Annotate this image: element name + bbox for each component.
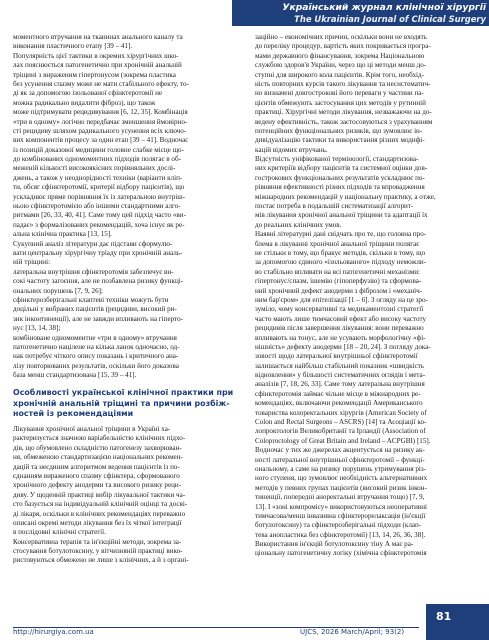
text-line: Colon and Rectal Surgeons – ASCRS) [14] та Асоціації ко- (255, 418, 427, 427)
text-line: тріщині з вираженим гіпертонусом (зокрема пластика (13, 70, 176, 79)
text-line: тимчасова/менш інвазивна сфінктерорелаксація (ін'єкції (255, 511, 426, 520)
text-line: 13]. І «зоні компромісу» використовуються неоперативні (255, 502, 427, 511)
text-line: вати центральну хірургічну тріаду при хронічній аналь- (13, 248, 183, 257)
text-line: ботулотоксину) та сфінктерозберігальні підходи (клап- (255, 521, 422, 530)
text-line: ний хронічний дефект анодерми з фіброзом і «механіч- (255, 286, 423, 295)
text-line: Відсутність уніфікованої термінології, стандартизова- (255, 155, 419, 164)
text-line: база менш стандартизована [15, 39 – 41]. (13, 371, 137, 380)
text-line: лізу повторюваних результатів, оскільки його доказова (13, 361, 179, 370)
text-line: лопроктологів Великобританії та Ірландії (Association of (255, 427, 426, 436)
text-line: дивідуалізацію тактики та використання різних модифі- (255, 136, 425, 145)
text-line: мами державного фінансування, зокрема Національною (255, 51, 425, 60)
section-heading-line: ностей із рекомендаціями (13, 409, 134, 418)
text-line: вих компонентів процесу за один етап [39 – 41]. Водночас (13, 136, 189, 145)
text-line: альна клінічна практика [13, 15]. (13, 230, 112, 239)
text-line: гострокових функціональних результатів ускладнює по- (255, 173, 425, 182)
footer-url-link[interactable]: http://hirurgiya.com.ua (13, 628, 94, 636)
journal-title-en: The Ukrainian Journal of Clinical Surgery (294, 14, 486, 24)
text-line: із позицій доказової медицини головне слабке місце що- (13, 145, 184, 154)
text-line: рецидивів після завершення лікування: вони переважно (255, 324, 424, 333)
text-line: ного ступеня, що зумовлює необхідність альтернативних (255, 474, 428, 483)
text-line: стосування ботулотоксину, у вітчизняній практиці вико- (13, 547, 183, 556)
text-line: Популярність цієї тактики в окремих хірургічних шко- (13, 51, 179, 60)
text-line: аналізів [7, 18, 26, 33]. Саме тому латеральна внутрішня (255, 380, 425, 389)
section-heading-line: Особливості української клінічної практики при (13, 388, 234, 397)
footer-citation: UJCS, 2026 March/April; 93(2) (300, 628, 405, 636)
text-line: описані окремі методи лікування без їх чіткої інтеграції (13, 518, 182, 527)
text-line: виконання пластичного етапу [39 – 41]. (13, 42, 133, 51)
text-line: без усунення спазму може не мати стабільного ефекту, то- (13, 79, 189, 88)
text-line: впливають на тонус, але не усувають морфологічну «фі- (255, 333, 426, 342)
text-line: заційно – економічних причин, оскільки вони не входять (255, 33, 427, 41)
text-line: зовості щодо латеральної внутрішньої сфінктеротомії (255, 352, 418, 361)
text-line: мів лікування хронічної анальної тріщини та адаптації їх (255, 211, 428, 220)
text-line: постає потреба в подальшій систематизації алгорит- (255, 202, 414, 211)
text-line: кацій відомих втручань. (255, 145, 328, 154)
text-line: нак потребує чіткого опису показань і критичного ана- (13, 352, 179, 361)
text-line: Сукупний аналіз літератури дає підстави сформулю- (13, 239, 173, 248)
text-line: Використання ін'єкцій ботулотоксину тіну А має ра- (255, 540, 414, 549)
text-line: ональних порушень [7, 9, 26]; (13, 286, 103, 295)
text-line: зик інконтиненції), але не завжди впливають на гіперто- (13, 314, 183, 323)
text-line: в послідовні клінічні стратегії. (13, 528, 106, 537)
text-line: патогенетично націлене на кілька ланок одночасно, од- (13, 342, 180, 351)
text-line: ускладнює пряме порівняння їх із латеральною внутріш- (13, 192, 186, 201)
text-line: сфінктеротомія займає чільне місце в міжнародних ре- (255, 389, 421, 398)
text-line: комбіноване одномоментне «три в одному» втручання (13, 333, 177, 342)
text-line: службою здоров'я України, через що ці методи менш до- (255, 61, 427, 70)
text-line: ня, обмеженою стандартизацією національних рекомен- (13, 453, 183, 462)
text-line: но визначені довгострокові його переваги у частини па- (255, 89, 424, 98)
text-line: цієнтів обмежують застосування цих методів у рутинній (255, 98, 426, 107)
text-line: методів у певних групах пацієнтів (високий ризик інкон- (255, 483, 427, 492)
text-line: лах пояснюється патогенетично при хронічній анальній (13, 61, 182, 70)
text-line: ді як за допомогою ізольованої сфінктеротомії не (13, 89, 163, 98)
text-line: ньою сфінктеротомією або іншими стандартними алго- (13, 202, 181, 211)
text-line: сфінктерозберігальні клаптеві техніки можуть бути (13, 295, 169, 304)
text-line: Coloproctology of Great Britain and Ireland – ACPGBI) [15]. (255, 436, 431, 445)
text-line: дів, що обумовлено складністю патогенезу захворюван- (13, 443, 182, 452)
text-line: товариства колоректальних хірургів (American Society of (255, 408, 427, 417)
text-line: сокі частоту загоєння, але не позбавлена ризику функці- (13, 277, 184, 286)
text-line: доцільні у вибраних пацієнтів (рецидиви, високий ри- (13, 305, 177, 314)
text-line: меженій кількості високоякісних порівняльних дослі- (13, 164, 176, 173)
text-line: ціональну патогенетичну логіку (хімічна сфінктеротомія (255, 549, 427, 558)
text-line: Наявні літературні дані свідчать про те, що головна про- (255, 230, 427, 239)
text-line: залишається найбільш стабільний показник «швидкість (255, 361, 424, 370)
text-line: часто мають лише тимчасовий ефект або високу частоту (255, 314, 426, 323)
text-line: «три в одному» логічно передбачає зменшення ймовірно- (13, 117, 188, 126)
text-line: відновлення» у більшості систематичних оглядів і мета- (255, 371, 426, 380)
text-line: можна радикально видалити фіброз), що також (13, 98, 156, 107)
text-line: за допомогою єдиного «ізольованого» підходу неможли- (255, 258, 427, 267)
text-line: може підтримувати рецидивування [6, 12, 35]. Комбінація (13, 108, 188, 117)
section-heading-line: хронічній анальній тріщині та причини розбіж- (13, 398, 230, 408)
text-line: хронічного дефекту анодерми та високого ризику реци- (13, 481, 182, 490)
text-line: не стільки в тому, що бракує методів, скільки в тому, що (255, 248, 426, 257)
text-line: комендаціях, включаючи рекомендації Американського (255, 399, 423, 408)
text-line: до реальних клінічних умов. (255, 220, 342, 229)
text-line: зуміло, чому консервативні та медикаментозні стратегії (255, 305, 424, 314)
left-column-bottom (13, 425, 223, 566)
text-line: нус [13, 14, 38]; (13, 324, 61, 333)
text-line: диву. У щоденній практиці вибір лікувальної тактики ча- (13, 490, 186, 499)
text-line: сті рецидиву шляхом радикального усунення всіх ключо- (13, 126, 187, 135)
text-line: дацій та неєдиним алгоритмом ведення пацієнтів із по- (13, 462, 180, 471)
text-line: нішність» дефекту анодерми [18 – 20, 24]. З погляду дока- (255, 342, 431, 351)
left-column-top (13, 33, 223, 380)
text-line: них критеріїв відбору пацієнтів та системної оцінки дов- (255, 164, 428, 173)
text-line: до переліку процедур, вартість яких покривається програ- (255, 42, 431, 51)
text-line: падає» з формалізованих рекомендацій, хоча існує як ре- (13, 220, 185, 229)
text-line: до комбінованих одномоментних підходів полягає в об- (13, 155, 181, 164)
text-line: моментного втручання на тканинах анального каналу та (13, 33, 183, 41)
text-line: ритмами [26, 33, 40, 41]. Саме тому цей підхід часто «ви- (13, 211, 186, 220)
text-line: ристовуються обмежено не лише з клінічних, а й з органі- (13, 556, 189, 565)
text-line: Лікування хронічної анальної тріщини в Україні ха- (13, 425, 171, 433)
journal-title-ua: Український журнал клінічної хірургії (282, 2, 486, 13)
page-number: 81 (436, 610, 452, 623)
text-line: єднанням вираженого спазму сфінктера, сформованого (13, 471, 180, 480)
text-line: сто базується на індивідуальній клінічній оцінці та досві- (13, 500, 188, 509)
text-line: Водночас у тих же джерелах акцентується на ризику ак- (255, 446, 425, 455)
text-line: Консервативна терапія та ін'єкційні методи, зокрема за- (13, 537, 182, 546)
right-column (255, 33, 465, 559)
text-line: ти, обсяг сфінктеротомії, критерії відбору пацієнтів), що (13, 183, 185, 192)
text-line: потенційних функціональних ризиків, що зумовлює ін- (255, 126, 423, 135)
text-line: ведену ефективність, також застосовуються з урахуванням (255, 117, 433, 126)
text-line: блема в лікуванні хронічної анальної тріщини полягає (255, 239, 420, 248)
text-line: ності латеральної внутрішньої сфінктеротомії – функці- (255, 455, 425, 464)
text-line: ступні для широкого кола пацієнтів. Крім того, необхід- (255, 70, 424, 79)
text-line: тева анопластика без сфінктеротомії) [13, 14, 26, 36, 38]. (255, 530, 426, 539)
text-line: во стабільно впливати на всі патогенетичні механізми: (255, 267, 420, 276)
text-line: ді лікаря, оскільки в клінічних рекомендаціях переважно (13, 509, 186, 518)
text-line: міжнародних рекомендацій у національну практику, а отже, (255, 192, 436, 201)
text-line: гіпертонус/спазм, ішемію (гіпоперфузію) та сформова- (255, 277, 422, 286)
text-line: ність повторних курсів такого лікування та несистематич- (255, 79, 431, 88)
text-line: рактеризується значною варіабельністю клінічних підхо- (13, 434, 186, 443)
section-heading (13, 388, 234, 420)
text-line: рівняння ефективності різних підходів та впровадження (255, 183, 425, 192)
text-line: тиненції, попередні аноректальні втручання тощо) [7, 9, (255, 493, 425, 502)
text-line: практиці. Хірургічні методи лікування, незважаючи на до- (255, 108, 432, 117)
text-line: латеральна внутрішня сфінктеротомія забезпечує ви- (13, 267, 174, 276)
text-line: ній тріщині: (13, 258, 51, 267)
text-line: ним бар'єром» для епітелізації [1 – 6]. З огляду на це зро- (255, 295, 428, 304)
text-line: джень, а також у неоднорідності техніки (варіанти кліп- (13, 173, 183, 182)
text-line: ональному, а саме на ризику порушень утримування різ- (255, 464, 427, 473)
